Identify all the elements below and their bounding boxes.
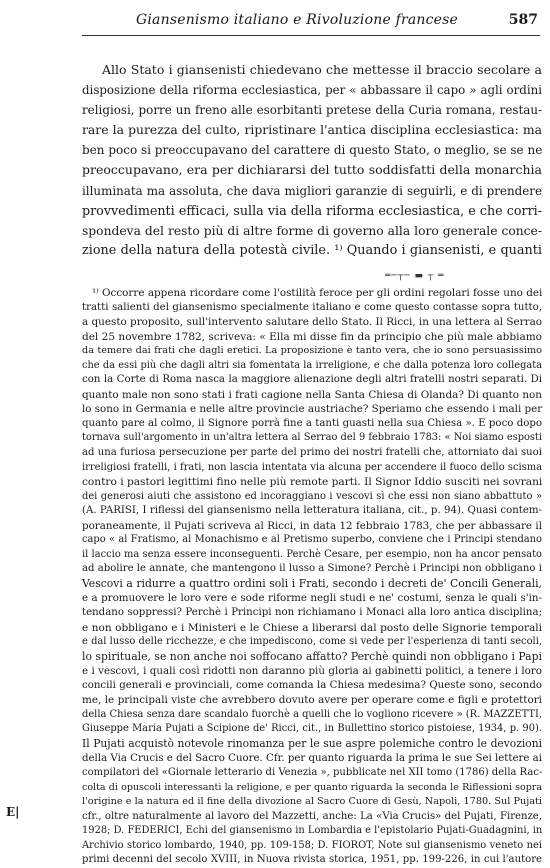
footnote-line: della Via Crucis e del Sacro Cuore. Cfr. per quanto riguarda la prima le sue Sei lettere ai — [82, 752, 542, 764]
paragraph-line: spondeva del resto più di altre forme di governo alla loro generale conce- — [82, 223, 542, 238]
footnote-line: tratti salienti del giansenismo specialmente italiano e come questo contasse sopra tutto, — [82, 301, 542, 313]
footnote-line: che da essi più che dagli altri sia fomentata la irreligione, e che dalla potenza loro collegata — [82, 359, 542, 371]
page-header — [88, 12, 538, 32]
footnote-line: dei generosi aiuti che assistono ed incoraggiano i vescovi sì che essi non siano abbattuto » — [82, 490, 542, 502]
paragraph-line: illuminata ma assoluta, che dava migliori garanzie di seguirli, e di prendere — [82, 183, 542, 198]
footnote-line: il laccio ma senza essere inconseguenti. Perchè Cesare, per esempio, non ha ancor pensato — [82, 548, 542, 560]
paragraph-line: zione della natura della potestà civile. ¹⁾ Quando i giansenisti, e quanti — [82, 242, 542, 258]
footnote-line: Vescovi a ridurre a quattro ordini soli i Frati, secondo i decreti de' Concili Generali, — [82, 576, 542, 590]
footnote-line: compilatori del «Giornale letterario di Venezia », pubblicate nel XII tomo (1786) della Rac- — [82, 767, 543, 779]
footnote-line: irreligiosi fratelli, i frati, non lascia intentata via alcuna per accendere il fuoco dello scisma — [82, 461, 542, 473]
footnote-line: quanto pare al colmo, il Signore porrà fine a tanti guasti nella sua Chiesa ». E poco dopo — [82, 417, 542, 429]
footnote-line: e i vescovi, i quali così ridotti non daranno più gloria ai gabinetti politici, a tenere i loro — [82, 665, 542, 678]
footnote-line: concili generali e provinciali, come comanda la Chiesa medesima? Queste sono, secondo — [82, 679, 542, 691]
footnote-line: quanto male non sono stati i frati cagione nella Santa Chiesa di Olanda? Di quanto non — [82, 388, 542, 401]
footnote-line: lo sono in Germania e nelle altre provincie austriache? Speriamo che essendo i mali per — [82, 403, 543, 416]
paragraph-line: rare la purezza del culto, ripristinare l'antica disciplina ecclesiastica: ma — [82, 122, 542, 138]
footnote-line: Giuseppe Maria Pujati a Scipione de' Ricci, cit., in Bullettino storico pistoiese, 1934, p. 90). — [82, 723, 542, 735]
header-rule — [82, 35, 540, 36]
footnote-line: tendano soppressi? Perchè i Principi non richiamano i Monaci alla loro antica disciplina; — [82, 607, 542, 619]
paragraph-line: preoccupavano, era per dichiararsi del tutto soddisfatti della monarchia — [82, 162, 542, 178]
footnote-line: Il Pujati acquistò notevole rinomanza per le sue aspre polemiche contro le devozioni — [82, 736, 542, 750]
corner-mark: E| — [6, 805, 20, 819]
footnote-line: a questo proposito, sull'intervento salutare dello Stato. Il Ricci, in una lettera al Serrao — [82, 316, 543, 329]
footnote-line: contro i pastori legittimi fino nelle più remote parti. Il Signor Iddio susciti nei sovrani — [82, 476, 543, 489]
footnote-line: (A. PARISI, I riflessi del giansenismo nella letteratura italiana, cit., p. 94). Quasi contem- — [82, 505, 542, 517]
footnote-line: l'origine e la natura ed il fine della divozione al Sacro Cuore di Gesù, Napoli, 1780. Sul Pujati — [82, 796, 542, 808]
footnote-line: tornava sull'argomento in un'altra lettera al Serrao del 9 febbraio 1783: « Noi siamo esposti — [82, 432, 542, 444]
page-number: 587 — [508, 12, 538, 28]
handwritten-marginalia: ═─┬─ ▬ ┬ ═ — [385, 271, 445, 281]
footnote-line: della Chiesa senza dare scandalo fuorchè a quelli che lo vogliono ricevere » (R. MAZZETTI, — [82, 708, 542, 720]
footnote-line: e dal lusso delle ricchezze, e che impediscono, come si vede per l'esperienza di tanti secoli, — [82, 636, 542, 648]
footnote-line: e a promuovere le loro vere e sode riforme negli studi e ne' costumi, senza le quali s'in- — [82, 592, 542, 605]
footnote — [82, 286, 542, 868]
footnote-line: ad abolire le annate, che mantengono il lusso a Simone? Perchè i Principi non obbligano i — [82, 563, 542, 575]
footnote-line: Archivio storico lombardo, 1940, pp. 109-158; D. FIOROT, Note sul giansenismo veneto nei — [82, 839, 542, 851]
paragraph-line: religiosi, porre un freno alle esorbitanti pretese della Curia romana, restau- — [82, 103, 542, 118]
footnote-line: del 25 novembre 1782, scriveva: « Ella mi disse fin da principio che più male abbiamo — [82, 330, 542, 343]
footnote-line: e non obbligano e i Ministeri e le Chiese a liberarsi dal posto delle Signorie temporali — [82, 621, 542, 634]
footnote-line: lo spirituale, se non anche noi soffocano affatto? Perchè quindi non obbligano i Papi — [82, 649, 542, 663]
footnote-line: me, le principali viste che avrebbero dovuto avere per operare come e figli e protettori — [82, 694, 542, 707]
main-text — [82, 60, 542, 261]
paragraph-line: provvedimenti efficaci, sulla via della riforma ecclesiastica, e che corri- — [82, 202, 542, 218]
footnote-line: poraneamente, il Pujati scriveva al Ricci, in data 12 febbraio 1783, che per abbassare il — [82, 519, 542, 532]
footnote-line: primi decenni del secolo XVIII, in Nuova rivista storica, 1951, pp. 199-226, in cui l'autore — [82, 854, 542, 866]
footnote-line: da temere dai frati che dagli eretici. La proposizione è tanto vera, che io sono persuasissimo — [82, 345, 542, 357]
footnote-line: capo « al Fratismo, al Monachismo e al Pretismo superbo, conviene che i Principi stendano — [82, 534, 542, 546]
footnote-line: 1928; D. FEDERICI, Echi del giansenismo in Lombardia e l'epistolario Pujati-Guadagnini, in — [82, 825, 543, 837]
footnote-line: ¹⁾ Occorre appena ricordare come l'ostilità feroce per gli ordini regolari fosse uno dei — [92, 287, 543, 299]
footnote-line: ad una furiosa persecuzione per parte del primo dei nostri fratelli che, attorniato dai suoi — [82, 447, 542, 459]
running-title: Giansenismo italiano e Rivoluzione francese — [136, 12, 459, 28]
paragraph-line: disposizione della riforma ecclesiastica, per « abbassare il capo » agli ordini — [82, 83, 542, 98]
footnote-line: cfr., oltre naturalmente al lavoro del Mazzetti, anche: La «Via Crucis» del Pujati, Firenze, — [82, 810, 542, 822]
paragraph-line: Allo Stato i giansenisti chiedevano che mettesse il braccio secolare a — [102, 62, 542, 77]
footnote-line: con la Corte di Roma nasca la maggiore alienazione degli altri fratelli nostri separati. Di — [82, 374, 542, 386]
footnote-line: colta di opuscoli interessanti la religione, e per quanto riguarda la seconda le Riflessioni sopra — [82, 781, 542, 793]
paragraph-line: ben poco si preoccupavano del carattere di questo Stato, o meglio, se se ne — [82, 143, 543, 158]
